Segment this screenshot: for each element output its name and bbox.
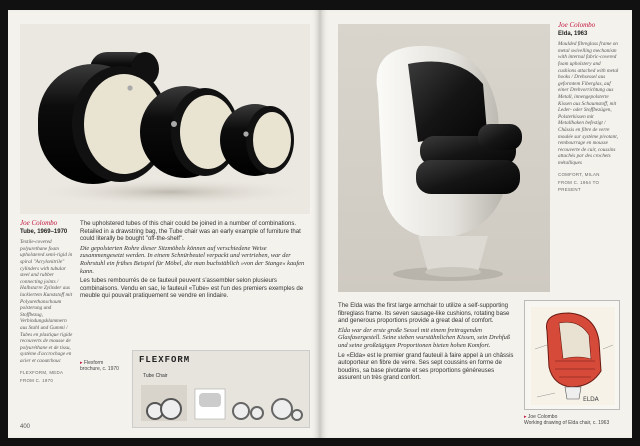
left-side-column	[20, 220, 74, 385]
left-inset-caption-line1: Flexform	[83, 360, 104, 366]
arrow-icon: ▸	[80, 360, 83, 366]
elda-working-drawing	[524, 300, 620, 410]
drawing-label: ELDA	[583, 396, 599, 403]
arrow-icon: ▸	[524, 414, 527, 420]
book-spread	[8, 10, 632, 438]
right-body-en: The Elda was the first large armchair to utilize a self-supporting fibreglass frame. Its seven sausage-like cushions, rotating base and generous proportions provide a great deal of comfort.	[338, 302, 510, 325]
tube-chair-illustration	[20, 24, 310, 214]
left-body-fr: Les tubes rembourrés de ce fauteuil peuvent s'assembler selon plusieurs combinaisons. Vendu en sac, le fauteuil «Tube» est l'un des premiers exemples de meuble qui pouvait pratiquement se vendre en lindaire.	[80, 277, 304, 300]
left-manufacturer: FLEXFORM, MEDA	[20, 370, 64, 376]
right-body-de: Elda war der erste große Sessel mit einem freitragenden Glasfasergestell. Seine sieben wurstähnlichen Kissen, sein Drehfuß und seine großzügigen Proportionen bieten hohen Komfort.	[338, 326, 511, 349]
left-inset-caption	[80, 360, 126, 373]
right-materials-note: Moulded fibreglass frame on metal swivelling mechanism with internal fabric-covered foam upholstery and cushions attached with metal hooks / Drehsessel aus geformtem Fiberglas, auf einer Drehvorrichtung aus Metall, innengepolsterte Kissen aus Schaumstoff, mit Leder- oder Stoffbezügen, Polsterkissen mit Metallhaken befestigt / Châssis en fibre de verre moulée sur système pivotant, rembourrage en mousse recouverte de cuir, coussins attachés par des crochets métalliques	[558, 41, 619, 166]
drawing-caption-line1: Joe Colombo	[527, 414, 558, 420]
left-item-title: Tube, 1969–1970	[20, 228, 68, 235]
brochure-tube-configurations	[137, 381, 307, 425]
right-item-title: Elda, 1963	[558, 30, 588, 37]
left-body-de: Die gepolsterten Rohre dieser Sitzmöbels können auf verschiedene Weise zusammengesetzt werden. In einem Schnürbeutel verpackt und vertrieben, war der Rohrstuhl ein frühes Beispiel für Möbel, die man buchstäblich »von der Stange« kaufen kann.	[80, 244, 305, 275]
right-side-column	[558, 22, 620, 193]
elda-sketch-illustration	[525, 301, 621, 411]
left-manufacturer-detail: FROM C. 1970	[20, 378, 54, 384]
right-manufacturer: COMFORT, MILAN	[558, 172, 600, 178]
tube-chair-photo	[20, 24, 310, 214]
elda-chair-illustration	[338, 24, 550, 292]
drawing-caption-line2: Working drawing of Elda chair, c. 1963	[524, 420, 610, 427]
right-body-fr: Le «Elda» est le premier grand fauteuil à faire appel à un châssis autoporteur en fibre de verre. Ses sept coussins en forme de boudins, sa base pivotante et ses proportions généreuses assurent un très grand confort.	[338, 351, 514, 382]
elda-chair-photo	[338, 24, 550, 292]
right-manufacturer-detail: FROM C. 1964 TO PRESENT	[558, 180, 600, 192]
left-inset-caption-line2: brochure, c. 1970	[80, 366, 119, 373]
drawing-caption	[524, 414, 624, 427]
left-page	[8, 10, 320, 438]
brochure-brand: FLEXFORM	[139, 355, 191, 365]
brochure-inset	[132, 350, 310, 428]
left-materials-note: Textile-covered polyurethane foam upholstered semi-rigid in spiral "Acrylonitrile" cylinders with tubular steel and rubber connecting joints / Halbstarre Zylinder aus lackiertem Kunststoff mit Polyurethanschaum polsterung und Stoffbezug, Verbindungsklammern aus Stahl und Gummi / Tubes en plastique rigide recouverts de mousse de polyuréthane et de tissu, système d'accrochage en acier et caoutchouc	[20, 239, 73, 364]
right-page	[320, 10, 632, 438]
left-designer-name: Joe Colombo	[20, 219, 58, 227]
right-body-text	[338, 302, 516, 384]
left-body-text	[80, 220, 308, 302]
page-number: 400	[20, 424, 31, 430]
left-body-en: The upholstered tubes of this chair could be joined in a number of combinations. Retailed in a drawstring bag, the Tube chair was an early example of furniture that could literally be bought "off-the-shelf".	[80, 220, 301, 243]
right-designer-name: Joe Colombo	[558, 21, 596, 29]
brochure-title: Tube Chair	[143, 373, 168, 379]
